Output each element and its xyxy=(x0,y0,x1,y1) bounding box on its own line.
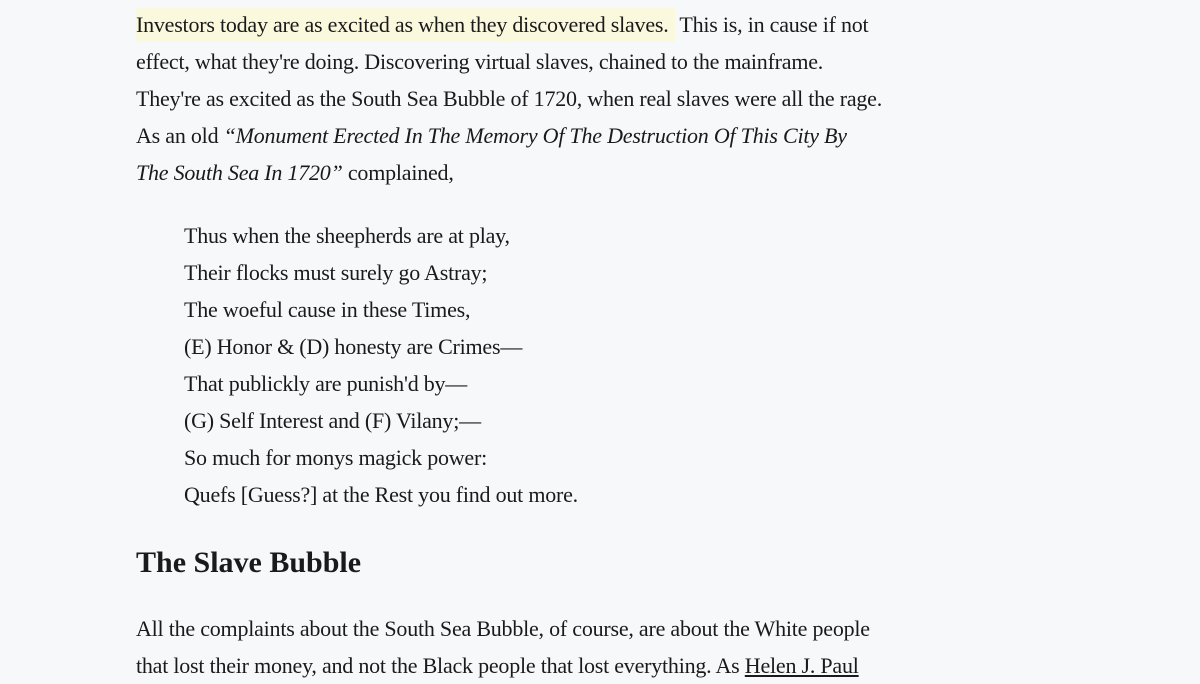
text-line: effect, what they're doing. Discovering virtual slaves, chained to the mainframe. xyxy=(136,49,824,74)
poem-line: (G) Self Interest and (F) Vilany;— xyxy=(184,408,481,433)
quoted-title-italic: “Monument Erected In The Memory Of The Destruction Of This City By xyxy=(223,123,847,148)
poem-line: (E) Honor & (D) honesty are Crimes— xyxy=(184,334,523,359)
article-content xyxy=(136,0,1076,684)
text-segment: that lost their money, and not the Black people that lost everything. As xyxy=(136,653,745,678)
text-line xyxy=(136,154,1076,191)
text-line xyxy=(136,117,1076,154)
text-segment: complained, xyxy=(342,160,454,185)
helen-j-paul-link[interactable]: Helen J. Paul xyxy=(744,653,859,678)
poem-blockquote xyxy=(184,217,1076,513)
text-segment: This is, in cause if not xyxy=(674,12,869,37)
text-line xyxy=(136,647,1076,684)
closing-paragraph xyxy=(136,610,1076,684)
text-segment: As an old xyxy=(136,123,224,148)
poem-line: Their flocks must surely go Astray; xyxy=(184,260,488,285)
section-heading: The Slave Bubble xyxy=(136,546,362,579)
text-line xyxy=(136,6,1076,43)
poem-line: That publickly are punish'd by— xyxy=(184,371,468,396)
text-line: They're as excited as the South Sea Bubble of 1720, when real slaves were all the rage. xyxy=(136,86,883,111)
text-line: All the complaints about the South Sea Bubble, of course, are about the White people xyxy=(136,616,870,641)
highlighted-sentence: Investors today are as excited as when they discovered slaves. xyxy=(136,8,675,42)
poem-line: Quefs [Guess?] at the Rest you find out more. xyxy=(184,482,578,507)
poem-line: The woeful cause in these Times, xyxy=(184,297,471,322)
intro-paragraph xyxy=(136,6,1076,191)
poem-line: So much for monys magick power: xyxy=(184,445,487,470)
poem-line: Thus when the sheepherds are at play, xyxy=(184,223,510,248)
quoted-title-italic: The South Sea In 1720” xyxy=(136,160,343,185)
